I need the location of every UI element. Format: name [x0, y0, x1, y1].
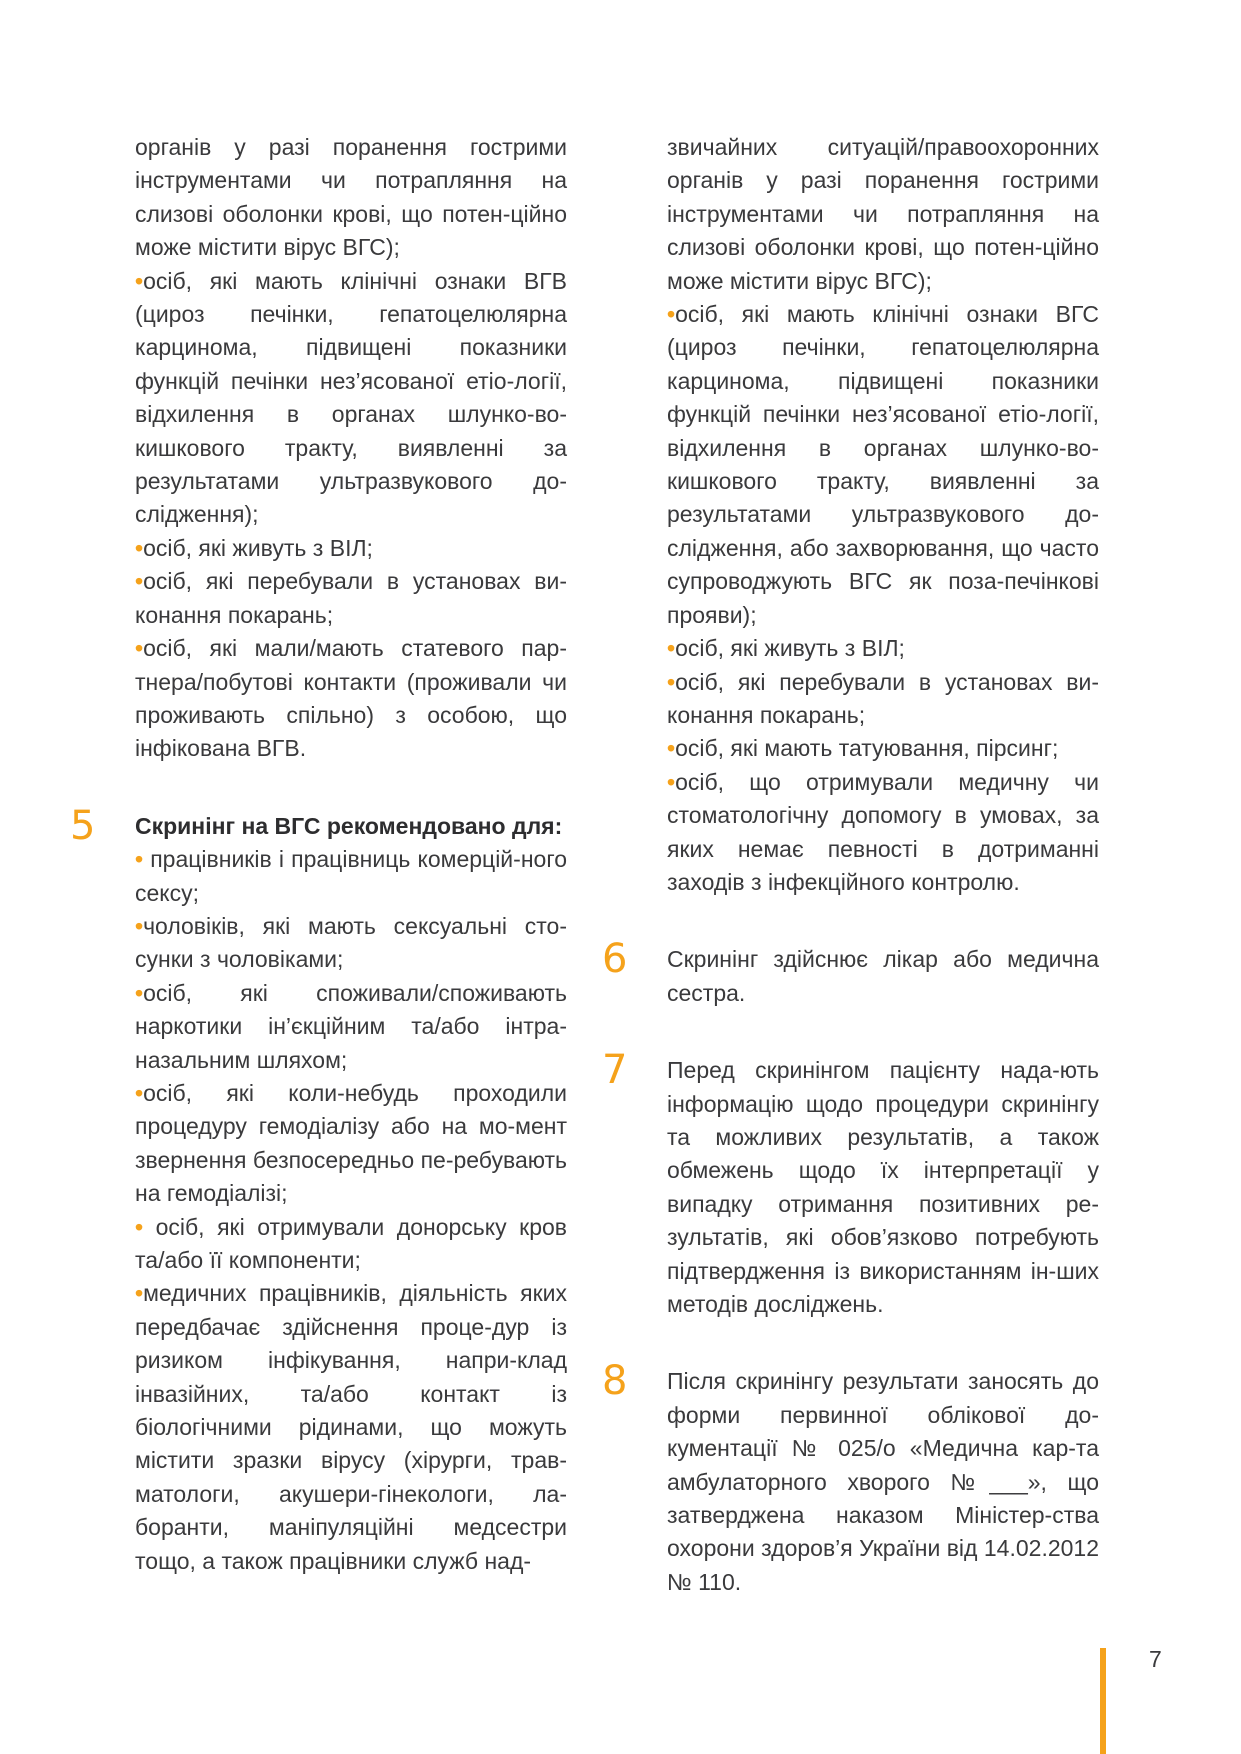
bullet-dot-icon: •	[135, 979, 144, 1006]
section-paragraph: Скринінг здійснює лікар або медична сестра.	[667, 946, 1099, 1006]
bullet-dot-icon: •	[667, 301, 676, 328]
left-intro-paragraph: органів у разі поранення гострими інструментами чи потрапляння на слизові оболонки крові, що потен-ційно може містити вірус ВГС);	[135, 134, 567, 261]
bullet-item: •осіб, які перебували в установах ви-конання покарань;	[135, 568, 567, 628]
section-paragraph: Перед скринінгом пацієнту нада-ють інформацію щодо процедури скринінгу та можливих результатів, а також обмежень щодо їх інтерпретації у випадку отримання позитивних ре-зультатів, які обов’язково потребують підтвердження із використанням ін-ших методів досліджень.	[667, 1057, 1100, 1317]
bullet-dot-icon: •	[135, 1280, 144, 1307]
bullet-dot-icon: •	[135, 912, 144, 939]
section-paragraph: Після скринінгу результати заносять до форми первинної облікової до-кументації № 025/о «Медична кар-та амбулаторного хворого №___», що затверджена наказом Міністер-ства охорони здоров’я України від 14.02.2012 № 110.	[667, 1368, 1100, 1595]
bullet-dot-icon: •	[135, 846, 144, 873]
section-number: 7	[602, 1047, 628, 1094]
bullet-item: •осіб, які мали/мають статевого пар-тнера/побутові контакти (проживали чи проживають спільно) з особою, що інфікована ВГВ.	[135, 635, 568, 762]
bullet-item: •осіб, що отримували медичну чи стоматологічну допомогу в умовах, за яких немає певності в дотриманні заходів з інфекційного контролю.	[667, 768, 1099, 895]
right-intro-paragraph: звичайних ситуацій/правоохоронних органів у разі поранення гострими інструментами чи потрапляння на слизові оболонки крові, що потен-ційно може містити вірус ВГС);	[667, 134, 1099, 294]
section-8	[602, 1358, 1100, 1599]
bullet-dot-icon: •	[135, 1079, 144, 1106]
bullet-item: •осіб, які споживали/споживають наркотики ін’єкційним та/або інтра-назальним шляхом;	[135, 979, 567, 1073]
bullet-dot-icon: •	[667, 735, 676, 762]
bullet-dot-icon: •	[667, 768, 676, 795]
bullet-dot-icon: •	[135, 635, 144, 662]
bullet-item: • осіб, які отримували донорську кров та/або її компоненти;	[135, 1213, 567, 1273]
page-accent-bar	[1100, 1648, 1106, 1754]
bullet-item: • працівників і працівниць комерцій-ного сексу;	[135, 846, 567, 906]
section-heading: Скринінг на ВГС рекомендовано для:	[135, 812, 563, 839]
bullet-dot-icon: •	[135, 1213, 144, 1240]
bullet-item: •осіб, які перебували в установах ви-конання покарань;	[667, 668, 1099, 728]
section-number: 8	[602, 1358, 628, 1405]
bullet-dot-icon: •	[135, 534, 144, 561]
bullet-dot-icon: •	[135, 568, 144, 595]
bullet-item: •осіб, які живуть з ВІЛ;	[667, 635, 905, 662]
section-7	[602, 1047, 1100, 1321]
page-number: 7	[1149, 1646, 1162, 1672]
bullet-item: •медичних працівників, діяльність яких передбачає здійснення проце-дур із ризиком інфікування, напри-клад інвазійних, та/або контакт із біологічними рідинами, що можуть містити зразки вірусу (хірурги, трав-матологи, акушери-гінекологи, ла-боранти, маніпуляційні медсестри тощо, а також працівники служб над-	[135, 1280, 568, 1574]
bullet-item: •осіб, які мають клінічні ознаки ВГВ (цироз печінки, гепатоцелюлярна карцинома, підвищені показники функцій печінки нез’ясованої етіо-логії, відхилення в органах шлунко-во-кишкового тракту, виявленні за результатами ультразвукового до-слідження);	[135, 267, 567, 528]
bullet-dot-icon: •	[667, 635, 676, 662]
bullet-item: •осіб, які мають клінічні ознаки ВГС (цироз печінки, гепатоцелюлярна карцинома, підвищені показники функцій печінки нез’ясованої етіо-логії, відхилення в органах шлунко-во-кишкового тракту, виявленні за результатами ультразвукового до-слідження, або захворювання, що часто супроводжують ВГС як поза-печінкові прояви);	[667, 301, 1099, 628]
bullet-dot-icon: •	[667, 668, 676, 695]
bullet-item: •чоловіків, які мають сексуальні сто-сунки з чоловіками;	[135, 912, 567, 973]
section-number: 5	[70, 802, 96, 849]
bullet-item: •осіб, які коли-небудь проходили процедуру гемодіалізу або на мо-мент звернення безпосередньо пе-ребувають на гемодіалізі;	[135, 1079, 567, 1207]
section-number: 6	[602, 936, 628, 983]
section-5	[70, 802, 568, 1578]
left-column	[70, 131, 568, 1578]
bullet-item: •осіб, які мають татуювання, пірсинг;	[667, 735, 1059, 762]
right-column	[602, 131, 1100, 1599]
bullet-item: •осіб, які живуть з ВІЛ;	[135, 534, 373, 561]
bullet-dot-icon: •	[135, 267, 144, 294]
section-6	[602, 936, 1099, 1010]
